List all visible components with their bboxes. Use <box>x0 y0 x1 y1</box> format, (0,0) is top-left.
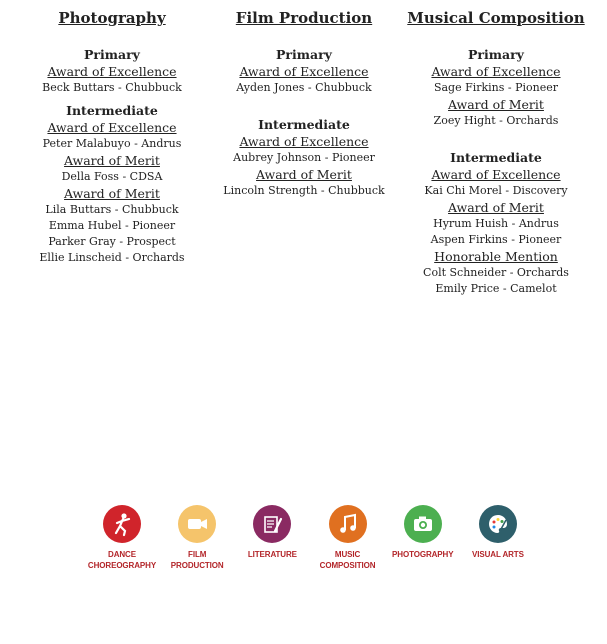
category-label: MUSIC COMPOSITION <box>319 550 376 570</box>
category-visual-arts <box>461 505 535 580</box>
category-film-production <box>160 505 234 580</box>
category-icons <box>85 505 535 580</box>
video-camera-icon <box>178 505 216 543</box>
winner-name: Della Foss - CDSA <box>61 170 163 183</box>
musical-composition-column <box>401 8 591 297</box>
winner-name: Zoey Hight - Orchards <box>433 114 559 127</box>
winner-name: Aubrey Johnson - Pioneer <box>233 151 375 164</box>
music-note-icon <box>329 505 367 543</box>
award-heading: Award of Merit <box>64 186 160 201</box>
category-photography <box>386 505 460 580</box>
photography-column <box>17 8 207 266</box>
winner-name: Parker Gray - Prospect <box>48 235 176 248</box>
column-title: Film Production <box>235 9 373 27</box>
award-heading: Award of Excellence <box>239 134 369 149</box>
award-heading: Award of Merit <box>256 167 352 182</box>
category-music-composition <box>311 505 385 580</box>
column-title: Photography <box>58 9 166 27</box>
dancer-icon <box>103 505 141 543</box>
winner-name: Lincoln Strength - Chubbuck <box>223 184 385 197</box>
award-heading: Award of Excellence <box>47 64 177 79</box>
winner-name: Aspen Firkins - Pioneer <box>430 233 562 246</box>
award-heading: Honorable Mention <box>434 249 558 264</box>
category-label: PHOTOGRAPHY <box>392 550 454 559</box>
category-label: FILM PRODUCTION <box>170 550 224 570</box>
level-heading: Primary <box>468 47 524 62</box>
winner-name: Hyrum Huish - Andrus <box>433 217 559 230</box>
award-heading: Award of Merit <box>448 97 544 112</box>
column-title: Musical Composition <box>407 9 585 27</box>
level-heading: Intermediate <box>258 117 350 132</box>
category-literature <box>235 505 309 580</box>
award-heading: Award of Merit <box>448 200 544 215</box>
category-label: DANCE CHOREOGRAPHY <box>87 550 157 570</box>
level-heading: Primary <box>276 47 332 62</box>
winner-name: Emily Price - Camelot <box>435 282 557 295</box>
award-heading: Award of Excellence <box>431 167 561 182</box>
winner-name: Lila Buttars - Chubbuck <box>45 203 179 216</box>
award-heading: Award of Excellence <box>47 120 177 135</box>
award-heading: Award of Excellence <box>431 64 561 79</box>
level-heading: Intermediate <box>450 150 542 165</box>
winner-name: Peter Malabuyo - Andrus <box>42 137 182 150</box>
winner-name: Ellie Linscheid - Orchards <box>39 251 185 264</box>
level-heading: Intermediate <box>66 103 158 118</box>
winner-name: Kai Chi Morel - Discovery <box>424 184 568 197</box>
palette-icon <box>479 505 517 543</box>
category-dance-choreography <box>85 505 159 580</box>
camera-icon <box>404 505 442 543</box>
winner-name: Emma Hubel - Pioneer <box>48 219 176 232</box>
winner-name: Colt Schneider - Orchards <box>423 266 569 279</box>
winner-name: Beck Buttars - Chubbuck <box>42 81 182 94</box>
category-label: LITERATURE <box>247 550 297 559</box>
notepad-pencil-icon <box>253 505 291 543</box>
winner-name: Sage Firkins - Pioneer <box>433 81 559 94</box>
film-production-column <box>209 8 399 199</box>
award-heading: Award of Excellence <box>239 64 369 79</box>
award-heading: Award of Merit <box>64 153 160 168</box>
level-heading: Primary <box>84 47 140 62</box>
winner-name: Ayden Jones - Chubbuck <box>236 81 372 94</box>
category-label: VISUAL ARTS <box>472 550 524 559</box>
